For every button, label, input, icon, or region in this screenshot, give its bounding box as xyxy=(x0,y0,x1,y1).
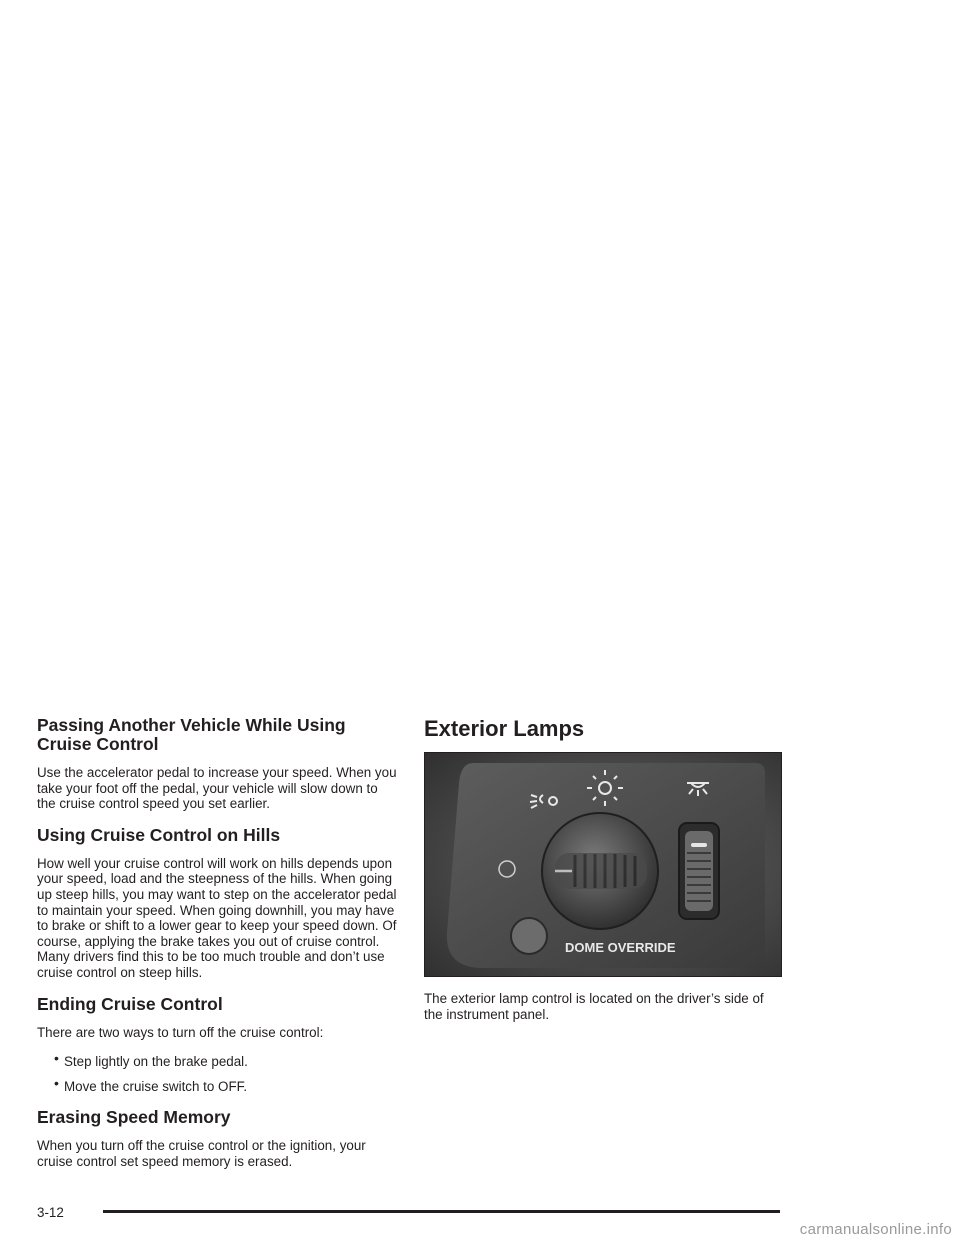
left-column xyxy=(37,716,397,1184)
paragraph-erasing: When you turn off the cruise control or the ignition, your cruise control set speed memory is erased. xyxy=(37,1138,366,1169)
headlamp-control-photo xyxy=(424,752,782,977)
heading-hills: Using Cruise Control on Hills xyxy=(37,824,281,845)
footer-rule xyxy=(103,1210,780,1213)
watermark: carmanualsonline.info xyxy=(799,1221,952,1238)
paragraph-ending: There are two ways to turn off the cruise control: xyxy=(37,1024,324,1040)
dome-override-button xyxy=(511,918,547,954)
heading-erasing: Erasing Speed Memory xyxy=(37,1107,231,1128)
bullet-icon: • xyxy=(54,1050,59,1067)
right-column xyxy=(424,716,784,1036)
heading-exterior-lamps: Exterior Lamps xyxy=(424,716,585,741)
heading-ending: Ending Cruise Control xyxy=(37,993,223,1014)
heading-passing: Passing Another Vehicle While Using Cruise Control xyxy=(37,715,346,754)
dome-override-label: DOME OVERRIDE xyxy=(565,940,676,955)
knob-grip xyxy=(555,853,647,889)
paragraph-hills: How well your cruise control will work on hills depends upon your speed, load and the steepness of the hills. When going up steep hills, you may want to step on the accelerator pedal to maintain your speed. When going downhill, you may have to brake or shift to a lower gear to keep your speed down. Of course, applying the brake takes you out of cruise control. Many drivers find this to be too much trouble and don’t use cruise control on steep hills. xyxy=(37,855,397,980)
list-item: • Step lightly on the brake pedal. xyxy=(54,1050,248,1070)
paragraph-passing: Use the accelerator pedal to increase your speed. When you take your foot off the pedal, your vehicle will slow down to the cruise control speed you set earlier. xyxy=(37,765,397,812)
list-item: • Move the cruise switch to OFF. xyxy=(54,1074,248,1094)
paragraph-exterior-lamps: The exterior lamp control is located on the driver’s side of the instrument panel. xyxy=(424,991,764,1022)
bullet-icon: • xyxy=(54,1074,59,1091)
bullet-list xyxy=(37,1050,397,1094)
page-number: 3-12 xyxy=(37,1205,64,1220)
